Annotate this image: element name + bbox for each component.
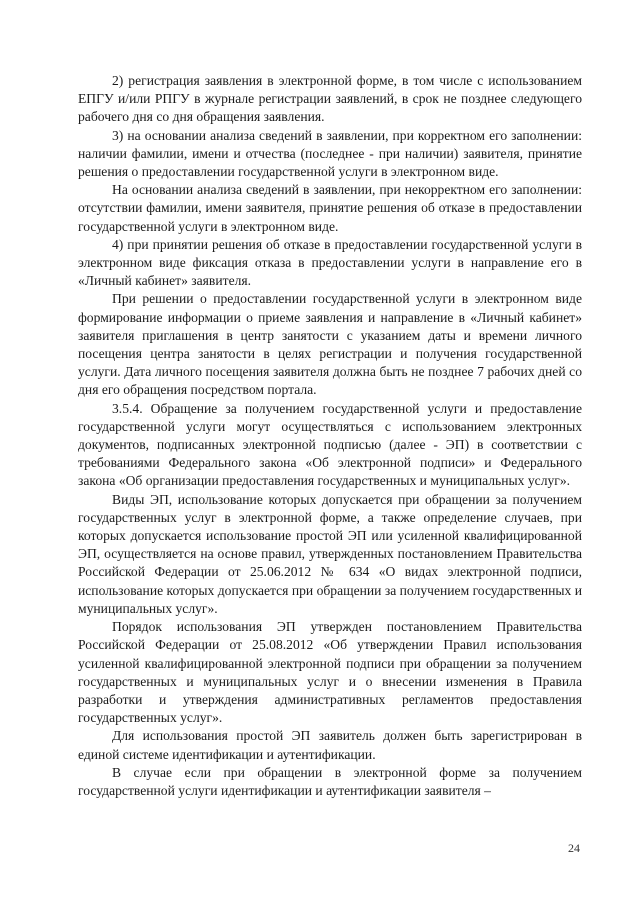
paragraph: При решении о предоставлении государственной услуги в электронном виде формирование информации о приеме заявления и направление в «Личный кабинет» заявителя приглашения в центр занятости с указанием даты и времени личного посещения центра занятости в целях регистрации и получения государственной услуги. Дата личного посещения заявителя должна быть не позднее 7 рабочих дней со дня его обращения посредством портала. bbox=[78, 291, 582, 398]
page-number: 24 bbox=[568, 841, 580, 855]
paragraph: Виды ЭП, использование которых допускается при обращении за получением государственных услуг в электронной форме, а также определение случаев, при которых допускается использование простой ЭП или усиленной квалифицированной ЭП, осуществляется на основе правил, утвержденных постановлением Правительства Российской Федерации от 25.06.2012 № 634 «О видах электронной подписи, использование которых допускается при обращении за получением государственных и муниципальных услуг». bbox=[78, 491, 582, 616]
paragraph: Для использования простой ЭП заявитель должен быть зарегистрирован в единой системе идентификации и аутентификации. bbox=[78, 728, 582, 762]
paragraph: 4) при принятии решения об отказе в предоставлении государственной услуги в электронном виде фиксация отказа в предоставлении услуги в направление его в «Личный кабинет» заявителя. bbox=[78, 236, 582, 289]
paragraph: 3.5.4. Обращение за получением государственной услуги и предоставление государственной услуги могут осуществляться с использованием электронных документов, подписанных электронной подписью (далее - ЭП) в соответствии с требованиями Федерального закона «Об электронной подписи» и Федерального закона «Об организации предоставления государственных и муниципальных услуг». bbox=[78, 400, 582, 489]
paragraph: 3) на основании анализа сведений в заявлении, при корректном его заполнении: наличии фамилии, имени и отчества (последнее - при наличии) заявителя, принятие решения о предоставлении государственной услуги в электронном виде. bbox=[78, 127, 582, 180]
paragraph: 2) регистрация заявления в электронной форме, в том числе с использованием ЕПГУ и/или РПГУ в журнале регистрации заявлений, в срок не позднее следующего рабочего дня со дня обращения заявления. bbox=[78, 73, 582, 125]
paragraph: В случае если при обращении в электронной форме за получением государственной услуги идентификации и аутентификации заявителя – bbox=[78, 764, 582, 798]
paragraph: На основании анализа сведений в заявлении, при некорректном его заполнении: отсутствии фамилии, имени заявителя, принятие решения об отказе в предоставлении государственной услуги в электронном виде. bbox=[78, 182, 582, 234]
paragraph: Порядок использования ЭП утвержден постановлением Правительства Российской Федерации от 25.08.2012 «Об утверждении Правил использования усиленной квалифицированной электронной подписи при обращении за получением государственных и муниципальных услуг и о внесении изменения в Правила разработки и утверждения административных регламентов предоставления государственных услуг». bbox=[78, 619, 582, 726]
